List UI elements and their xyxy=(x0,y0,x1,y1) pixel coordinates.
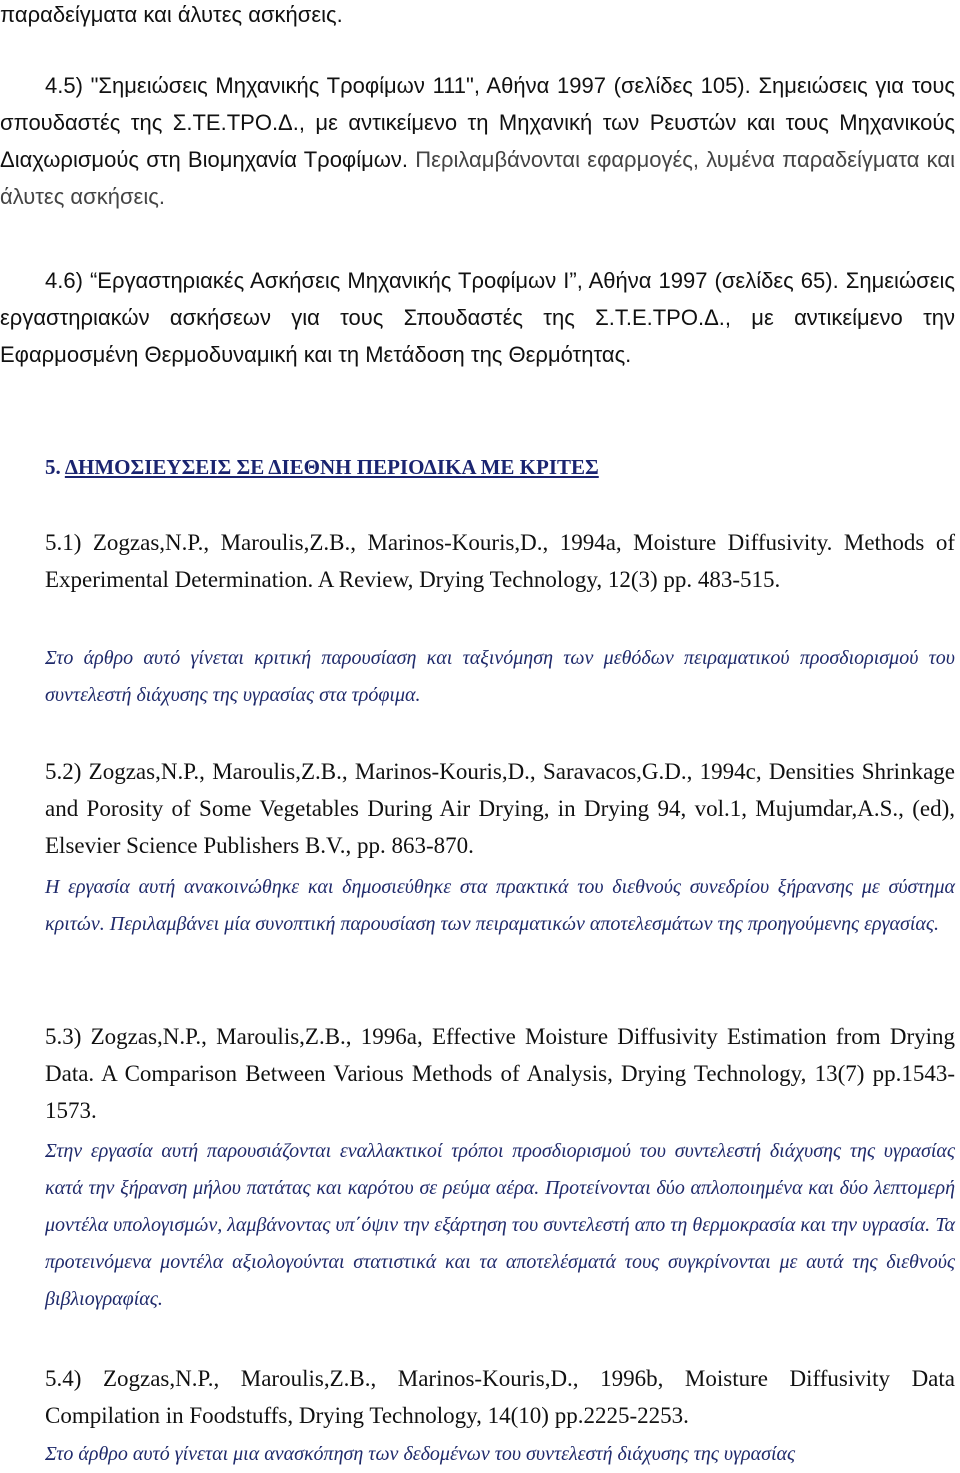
ref-5-1-summary: Στο άρθρο αυτό γίνεται κριτική παρουσίαση και ταξινόμηση των μεθόδων πειραματικού προσδιορισμού του συντελεστή διάχυσης της υγρασίας στα τρόφιμα. xyxy=(45,647,955,706)
item-4-5-note: Περιλαμβάνονται εφαρμογές, λυμένα παραδείγματα και άλυτες ασκήσεις. xyxy=(0,147,955,209)
section-5-number: 5. xyxy=(45,455,61,479)
item-4-5 xyxy=(0,67,955,215)
ref-5-3-citation: 5.3) Zogzas,N.P., Maroulis,Z.B., 1996a, Effective Moisture Diffusivity Estimation from Drying Data. A Comparison Between Various Methods of Analysis, Drying Technology, 13(7) pp.1543-1573. xyxy=(45,1024,955,1123)
ref-5-1-citation: 5.1) Zogzas,N.P., Maroulis,Z.B., Marinos-Kouris,D., 1994a, Moisture Diffusivity. Methods of Experimental Determination. A Review, Drying Technology, 12(3) pp. 483-515. xyxy=(45,530,955,592)
ref-5-2-citation: 5.2) Zogzas,N.P., Maroulis,Z.B., Marinos-Kouris,D., Saravacos,G.D., 1994c, Densities Shrinkage and Porosity of Some Vegetables During Air Drying, in Drying 94, vol.1, Mujumdar,A.S., (ed), Elsevier Science Publishers B.V., pp. 863-870. xyxy=(45,759,955,858)
ref-5-4-summary: Στο άρθρο αυτό γίνεται μια ανασκόπηση των δεδομένων του συντελεστή διάχυσης της υγρασίας xyxy=(45,1443,796,1465)
continued-text-line: παραδείγματα και άλυτες ασκήσεις. xyxy=(0,2,343,27)
section-5-heading xyxy=(0,452,960,482)
ref-5-4-citation: 5.4) Zogzas,N.P., Maroulis,Z.B., Marinos-Kouris,D., 1996b, Moisture Diffusivity Data Compilation in Foodstuffs, Drying Technology, 14(10) pp.2225-2253. xyxy=(45,1366,955,1428)
item-4-5-title: 4.5) "Σημειώσεις Μηχανικής Τροφίμων 111", Αθήνα 1997 (σελίδες 105). Σημειώσεις για τους σπουδαστές της Σ.ΤΕ.ΤΡΟ.Δ., με αντικείμενο τη Μηχανική των Ρευστών και τους Μηχανικούς Διαχωρισμούς στη Βιομηχανία Τροφίμων. xyxy=(0,73,955,172)
ref-5-2-summary: Η εργασία αυτή ανακοινώθηκε και δημοσιεύθηκε στα πρακτικά του διεθνούς συνεδρίου ξήρανσης με σύστημα κριτών. Περιλαμβάνει μία συνοπτική παρουσίαση των πειραματικών αποτελεσμάτων της προηγούμενης εργασίας. xyxy=(45,876,955,935)
ref-5-3-summary: Στην εργασία αυτή παρουσιάζονται εναλλακτικοί τρόποι προσδιορισμού του συντελεστή διάχυσης της υγρασίας κατά την ξήρανση μήλου πατάτας και καρότου σε ρεύμα αέρα. Προτείνονται δύο απλοποιημένα και δύο λεπτομερή μοντέλα υπολογισμών, λαμβάνοντας υπ΄όψιν την εξάρτηση του συντελεστή απο τη θερμοκρασία και την υγρασία. Τα προτεινόμενα μοντέλα αξιολογούνται στατιστικά και τα αποτελέσματά τους συγκρίνονται με αυτά της διεθνούς βιβλιογραφίας. xyxy=(45,1140,955,1310)
section-5-title: ΔΗΜΟΣΙΕΥΣΕΙΣ ΣΕ ΔΙΕΘΝΗ ΠΕΡΙΟΔΙΚΑ ΜΕ ΚΡΙΤΕΣ xyxy=(64,455,599,479)
item-4-6: 4.6) “Εργαστηριακές Ασκήσεις Μηχανικής Τροφίμων Ι”, Αθήνα 1997 (σελίδες 65). Σημειώσεις εργαστηριακών ασκήσεων για τους Σπουδαστές της Σ.Τ.Ε.ΤΡΟ.Δ., με αντικείμενο την Εφαρμοσμένη Θερμοδυναμική και τη Μετάδοση της Θερμότητας. xyxy=(0,268,955,367)
